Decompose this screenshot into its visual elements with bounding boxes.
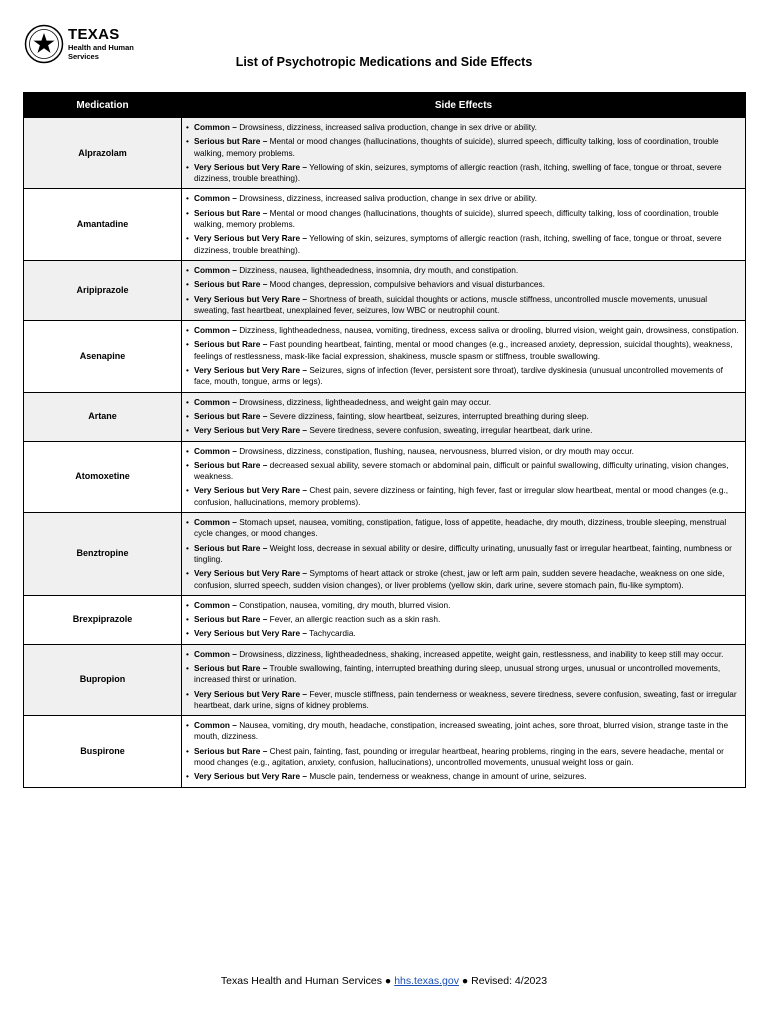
medication-name: Artane [24, 392, 182, 441]
side-effect-text: Dizziness, nausea, lightheadedness, insomnia, dry mouth, and constipation. [239, 264, 519, 275]
table-row [24, 189, 746, 260]
side-effect-serious [186, 208, 741, 231]
medication-name: Asenapine [24, 321, 182, 392]
bullet-icon: • [186, 161, 189, 172]
side-effect-common [186, 649, 741, 660]
medication-name: Amantadine [24, 189, 182, 260]
bullet-icon: • [186, 445, 189, 456]
medication-name: Brexpiprazole [24, 595, 182, 644]
side-effect-text: Mood changes, depression, compulsive behaviors and visual disturbances. [269, 279, 545, 290]
side-effect-text: Shortness of breath, suicidal thoughts or actions, muscle stiffness, uncontrolled muscle movements, unusual sweating, fast heartbeat, unexplained fever, seizures, low WBC or neutrophil count. [194, 293, 708, 315]
bullet-icon: • [186, 122, 189, 132]
severity-label: Serious but Rare – [194, 662, 268, 673]
medication-name: Aripiprazole [24, 260, 182, 320]
side-effects-cell [182, 595, 746, 644]
side-effect-very-serious [186, 162, 741, 185]
side-effect-serious [186, 339, 741, 362]
side-effect-text: Yellowing of skin, seizures, symptoms of allergic reaction (rash, itching, swelling of face, tongue or throat, severe dizziness, trouble breathing). [194, 161, 722, 184]
side-effect-text: Drowsiness, dizziness, constipation, flushing, nausea, nervousness, blurred vision, or dry mouth may occur. [239, 445, 634, 456]
table-row [24, 644, 746, 715]
side-effect-text: Dizziness, lightheadedness, nausea, vomiting, tiredness, excess saliva or drooling, blurred vision, weight gain, drowsiness, constipation. [239, 325, 739, 336]
side-effects-cell [182, 644, 746, 715]
side-effect-very-serious [186, 771, 741, 782]
side-effect-text: Symptoms of heart attack or stroke (chest, jaw or left arm pain, sudden severe headache, weakness on one side, confusion, slurred speech, sudden vision changes), or liver problems (yellow skin, dark urine, severe stomach pain, flu-like symptom). [194, 568, 725, 590]
medication-name: Alprazolam [24, 118, 182, 189]
side-effect-text: Seizures, signs of infection (fever, persistent sore throat), tardive dyskinesia (unusual uncontrolled movements of face, mouth, tongue, arms or legs). [194, 365, 723, 387]
side-effect-text: Yellowing of skin, seizures, symptoms of allergic reaction (rash, itching, swelling of face, tongue or throat, severe dizziness, trouble breathing). [194, 233, 722, 255]
severity-label: Common – [194, 445, 237, 456]
severity-label: Common – [194, 122, 237, 132]
bullet-icon: • [186, 459, 189, 470]
severity-label: Very Serious but Very Rare – [194, 233, 307, 244]
side-effect-serious [186, 460, 741, 483]
side-effect-text: Fast pounding heartbeat, fainting, mental or mood changes (e.g., increased anxiety, depression, suicidal thoughts), weakness, feelings of restlessness, mask-like facial expression, shakiness, muscle spasm or stiffness, trouble swallowing. [194, 339, 733, 361]
bullet-icon: • [186, 771, 189, 782]
side-effect-very-serious [186, 365, 741, 388]
footer-link[interactable]: hhs.texas.gov [394, 975, 459, 987]
side-effect-very-serious [186, 233, 741, 256]
bullet-icon: • [186, 648, 189, 659]
table-row [24, 260, 746, 320]
bullet-icon: • [186, 136, 189, 147]
table-row [24, 513, 746, 596]
severity-label: Common – [194, 264, 237, 275]
bullet-icon: • [186, 233, 189, 244]
bullet-icon: • [186, 485, 189, 496]
severity-label: Common – [194, 599, 237, 610]
bullet-icon: • [186, 279, 189, 290]
side-effect-text: Nausea, vomiting, dry mouth, headache, constipation, increased sweating, joint aches, sore throat, blurred vision, strange taste in the mouth, dizziness. [194, 720, 729, 742]
side-effect-text: Chest pain, fainting, fast, pounding or irregular heartbeat, hearing problems, ringing in the ears, severe headache, mental or mood changes (e.g., agitation, anxiety, confusion, hallucinations), uncontrolled movements, unusual weight loss or gain. [194, 745, 724, 768]
side-effect-serious [186, 614, 741, 625]
medication-name: Atomoxetine [24, 441, 182, 512]
side-effects-cell [182, 189, 746, 260]
side-effects-cell [182, 441, 746, 512]
side-effect-common [186, 720, 741, 743]
side-effects-cell [182, 321, 746, 392]
severity-label: Serious but Rare – [194, 614, 268, 625]
side-effects-cell [182, 513, 746, 596]
severity-label: Serious but Rare – [194, 136, 268, 147]
side-effect-common [186, 122, 741, 133]
severity-label: Common – [194, 193, 237, 204]
logo-line-1: TEXAS [68, 26, 120, 43]
table-row [24, 118, 746, 189]
severity-label: Very Serious but Very Rare – [194, 628, 307, 639]
side-effect-serious [186, 411, 741, 422]
medication-name: Buspirone [24, 716, 182, 787]
side-effects-cell [182, 260, 746, 320]
bullet-icon: • [186, 568, 189, 579]
severity-label: Very Serious but Very Rare – [194, 485, 307, 496]
severity-label: Serious but Rare – [194, 279, 268, 290]
side-effect-serious [186, 136, 741, 159]
severity-label: Serious but Rare – [194, 542, 268, 553]
side-effect-text: Drowsiness, dizziness, increased saliva production, change in sex drive or ability. [239, 122, 537, 132]
severity-label: Common – [194, 648, 237, 659]
side-effect-serious [186, 746, 741, 769]
page-footer [0, 975, 768, 987]
bullet-icon: • [186, 264, 189, 275]
side-effect-text: Fever, muscle stiffness, pain tenderness or weakness, severe tiredness, severe confusion, sweating, fast or irregular heartbeat, dark urine, signs of kidney problems. [194, 688, 737, 710]
logo-line-2b: Services [68, 52, 99, 61]
table-row [24, 392, 746, 441]
severity-label: Serious but Rare – [194, 339, 268, 350]
side-effect-common [186, 517, 741, 540]
severity-label: Very Serious but Very Rare – [194, 293, 307, 304]
side-effect-common [186, 446, 741, 457]
footer-org: Texas Health and Human Services ● [220, 975, 392, 987]
page-title: List of Psychotropic Medications and Side Effects [235, 55, 533, 69]
bullet-icon: • [186, 599, 189, 610]
severity-label: Serious but Rare – [194, 459, 268, 470]
bullet-icon: • [186, 365, 189, 376]
side-effect-text: Chest pain, severe dizziness or fainting, high fever, fast or irregular slow heartbeat, mental or mood changes (e.g., confusion, hallucinations, memory problems). [194, 485, 729, 507]
medications-table [23, 92, 746, 788]
severity-label: Common – [194, 720, 237, 731]
side-effect-text: Mental or mood changes (hallucinations, thoughts of suicide), slurred speech, difficulty talking, loss of coordination, trouble walking, memory problems. [194, 136, 719, 158]
side-effect-text: Drowsiness, dizziness, lightheadedness, and weight gain may occur. [239, 396, 491, 407]
bullet-icon: • [186, 325, 189, 336]
bullet-icon: • [186, 688, 189, 699]
bullet-icon: • [186, 425, 189, 436]
table-row [24, 441, 746, 512]
severity-label: Very Serious but Very Rare – [194, 365, 307, 376]
side-effect-serious [186, 279, 741, 290]
side-effect-common [186, 193, 741, 204]
logo-line-2a: Health and Human [68, 43, 134, 52]
bullet-icon: • [186, 293, 189, 304]
table-header-row [24, 93, 746, 118]
bullet-icon: • [186, 614, 189, 625]
side-effects-cell [182, 716, 746, 787]
severity-label: Very Serious but Very Rare – [194, 161, 307, 172]
side-effect-text: decreased sexual ability, severe stomach or abdominal pain, difficult or painful swallowing, difficulty urinating, vision changes, weakness. [194, 459, 729, 482]
side-effect-serious [186, 663, 741, 686]
severity-label: Very Serious but Very Rare – [194, 568, 307, 579]
severity-label: Serious but Rare – [194, 207, 268, 218]
bullet-icon: • [186, 396, 189, 407]
side-effect-text: Drowsiness, dizziness, lightheadedness, shaking, increased appetite, weight gain, restlessness, and inability to keep still may occur. [239, 648, 724, 659]
side-effect-serious [186, 543, 741, 566]
side-effect-text: Constipation, nausea, vomiting, dry mouth, blurred vision. [239, 599, 451, 610]
bullet-icon: • [186, 745, 189, 756]
side-effect-text: Mental or mood changes (hallucinations, thoughts of suicide), slurred speech, difficulty talking, loss of coordination, trouble walking, memory problems. [194, 207, 719, 230]
side-effect-text: Trouble swallowing, fainting, interrupted breathing during sleep, unusual strong urges, unusual or uncontrolled movements, increased thirst or urination. [194, 662, 721, 685]
bullet-icon: • [186, 410, 189, 421]
side-effect-common [186, 265, 741, 276]
bullet-icon: • [186, 207, 189, 218]
bullet-icon: • [186, 628, 189, 639]
bullet-icon: • [186, 517, 189, 528]
side-effects-cell [182, 392, 746, 441]
side-effect-text: Tachycardia. [309, 628, 356, 639]
side-effect-common [186, 397, 741, 408]
severity-label: Very Serious but Very Rare – [194, 771, 307, 782]
side-effects-cell [182, 118, 746, 189]
bullet-icon: • [186, 662, 189, 673]
table-row [24, 716, 746, 787]
side-effect-common [186, 600, 741, 611]
footer-revised: ● Revised: 4/2023 [461, 975, 548, 987]
severity-label: Common – [194, 517, 237, 528]
side-effect-common [186, 325, 741, 336]
severity-label: Serious but Rare – [194, 745, 268, 756]
table-body [24, 118, 746, 788]
side-effect-very-serious [186, 628, 741, 639]
severity-label: Common – [194, 325, 237, 336]
side-effect-very-serious [186, 294, 741, 317]
column-header-medication: Medication [24, 93, 182, 118]
side-effect-very-serious [186, 568, 741, 591]
side-effect-very-serious [186, 689, 741, 712]
bullet-icon: • [186, 193, 189, 204]
side-effect-text: Severe dizziness, fainting, slow heartbeat, seizures, interrupted breathing during sleep. [269, 410, 589, 421]
severity-label: Common – [194, 396, 237, 407]
severity-label: Serious but Rare – [194, 410, 268, 421]
medication-name: Bupropion [24, 644, 182, 715]
side-effect-text: Weight loss, decrease in sexual ability or desire, difficulty urinating, unusually fast or irregular heartbeat, fainting, numbness or tingling. [194, 542, 732, 564]
severity-label: Very Serious but Very Rare – [194, 688, 307, 699]
table-row [24, 595, 746, 644]
side-effect-text: Drowsiness, dizziness, increased saliva production, change in sex drive or ability. [239, 193, 537, 204]
column-header-side-effects: Side Effects [182, 93, 746, 118]
bullet-icon: • [186, 339, 189, 350]
side-effect-text: Stomach upset, nausea, vomiting, constipation, fatigue, loss of appetite, headache, dry mouth, dizziness, trouble sleeping, menstrual cycle changes, or mood changes. [194, 517, 727, 539]
side-effect-text: Severe tiredness, severe confusion, sweating, irregular heartbeat, dark urine. [309, 425, 593, 436]
side-effect-text: Fever, an allergic reaction such as a skin rash. [269, 614, 441, 625]
medication-name: Benztropine [24, 513, 182, 596]
side-effect-text: Muscle pain, tenderness or weakness, change in amount of urine, seizures. [309, 771, 587, 782]
side-effect-very-serious [186, 425, 741, 436]
bullet-icon: • [186, 720, 189, 731]
side-effect-very-serious [186, 485, 741, 508]
table-row [24, 321, 746, 392]
bullet-icon: • [186, 542, 189, 553]
severity-label: Very Serious but Very Rare – [194, 425, 307, 436]
